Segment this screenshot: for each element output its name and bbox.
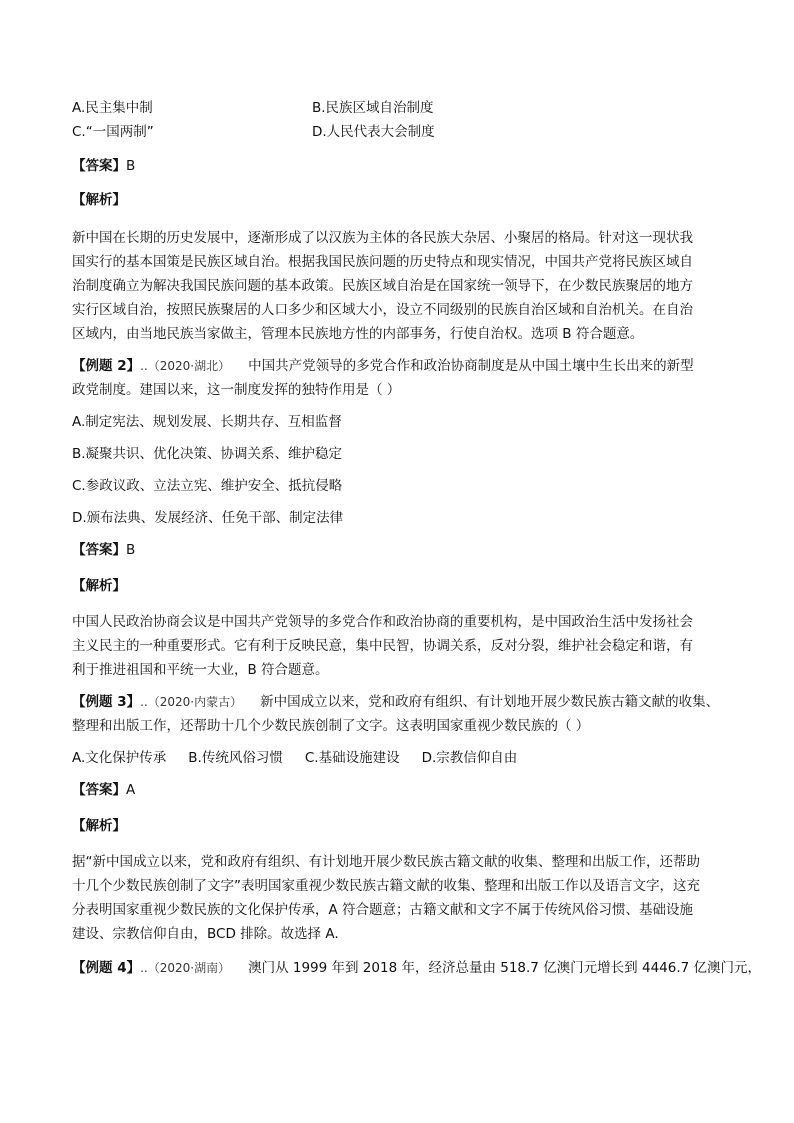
option-d: D.人民代表大会制度: [312, 124, 435, 140]
analysis-line: 区域内，由当地民族当家做主，管理本民族地方性的内部事务，行使自治权。选项 B 符合题意。: [72, 326, 644, 342]
question-source: ..（2020·湖南）: [140, 961, 231, 975]
analysis-line: 建设、宗教信仰自由，BCD 排除。故选择 A.: [72, 926, 339, 942]
question-text: 澳门从 1999 年到 2018 年，经济总量由 518.7 亿澳门元增长到 4446.7 亿澳门元，: [248, 960, 762, 976]
question-text: 中国共产党领导的多党合作和政治协商制度是从中国土壤中生长出来的新型: [248, 358, 694, 374]
option-b: B.民族区域自治制度: [312, 100, 434, 116]
analysis-paragraph: [72, 850, 724, 946]
option-d: D.宗教信仰自由: [421, 750, 518, 766]
question-text-continued: 整理和出版工作，还帮助十几个少数民族创制了文字。这表明国家重视少数民族的（ ）: [72, 718, 590, 734]
analysis-paragraph: [72, 226, 724, 346]
option-a: A.民主集中制: [72, 100, 153, 116]
answer-tag: 【答案】: [72, 158, 126, 174]
question-stem: [72, 690, 724, 714]
analysis-heading: [72, 814, 724, 838]
analysis-tag: 【解析】: [72, 578, 126, 594]
analysis-line: 据“新中国成立以来，党和政府有组织、有计划地开展少数民族古籍文献的收集、整理和出版工作，还帮助: [72, 854, 700, 870]
option-c: C.“一国两制”: [72, 124, 154, 140]
answer-line: [72, 778, 724, 802]
analysis-tag: 【解析】: [72, 192, 126, 208]
analysis-line: 治制度确立为解决我国民族问题的基本政策。民族区域自治是在国家统一领导下，在少数民族聚居的地方: [72, 278, 693, 294]
analysis-heading: [72, 188, 724, 212]
question-stem: [72, 956, 762, 980]
question-text-continued: 政党制度。建国以来，这一制度发挥的独特作用是（ ）: [72, 382, 401, 398]
answer-value: B: [126, 542, 136, 558]
options-row: [72, 96, 724, 120]
option-c: C.基础设施建设: [304, 750, 400, 766]
question-source: ..（2020·内蒙古）: [140, 695, 243, 709]
answer-tag: 【答案】: [72, 542, 126, 558]
option-b: B.凝聚共识、优化决策、协调关系、维护稳定: [72, 446, 343, 462]
question-tag: 【例题 4】: [72, 960, 141, 976]
options-row: [72, 120, 724, 144]
analysis-paragraph: [72, 610, 724, 682]
question-tag: 【例题 2】: [72, 358, 141, 374]
answer-tag: 【答案】: [72, 782, 126, 798]
question-tag: 【例题 3】: [72, 694, 141, 710]
answer-line: [72, 154, 724, 178]
analysis-line: 实行区域自治，按照民族聚居的人口多少和区域大小，设立不同级别的民族自治区域和自治机关。在自治: [72, 302, 693, 318]
analysis-tag: 【解析】: [72, 818, 126, 834]
answer-line: [72, 538, 724, 562]
analysis-line: 十几个少数民族创制了文字”表明国家重视少数民族古籍文献的收集、整理和出版工作以及语言文字，这充: [72, 878, 700, 894]
question-source: ..（2020·湖北）: [140, 359, 231, 373]
analysis-line: 国实行的基本国策是民族区域自治。根据我国民族问题的历史特点和现实情况，中国共产党将民族区域自: [72, 254, 693, 270]
option-a: A.文化保护传承: [72, 750, 167, 766]
question-stem: [72, 354, 724, 378]
options-row: [72, 746, 724, 770]
option-a: A.制定宪法、规划发展、长期共存、互相监督: [72, 414, 342, 430]
question-text: 新中国成立以来，党和政府有组织、有计划地开展少数民族古籍文献的收集、: [260, 694, 720, 710]
option-b: B.传统风俗习惯: [188, 750, 283, 766]
analysis-line: 新中国在长期的历史发展中，逐渐形成了以汉族为主体的各民族大杂居、小聚居的格局。针对这一现状我: [72, 230, 693, 246]
answer-value: B: [126, 158, 136, 174]
answer-value: A: [126, 782, 136, 798]
analysis-line: 主义民主的一种重要形式。它有利于反映民意，集中民智，协调关系，反对分裂，维护社会稳定和谐，有: [72, 638, 693, 654]
analysis-line: 中国人民政治协商会议是中国共产党领导的多党合作和政治协商的重要机构，是中国政治生活中发扬社会: [72, 614, 693, 630]
analysis-heading: [72, 574, 724, 598]
analysis-line: 利于推进祖国和平统一大业，B 符合题意。: [72, 662, 329, 678]
option-d: D.颁布法典、发展经济、任免干部、制定法律: [72, 510, 344, 526]
document-content: [72, 96, 762, 980]
analysis-line: 分表明国家重视少数民族的文化保护传承，A 符合题意；古籍文献和文字不属于传统风俗习惯、基础设施: [72, 902, 694, 918]
option-c: C.参政议政、立法立宪、维护安全、抵抗侵略: [72, 478, 343, 494]
